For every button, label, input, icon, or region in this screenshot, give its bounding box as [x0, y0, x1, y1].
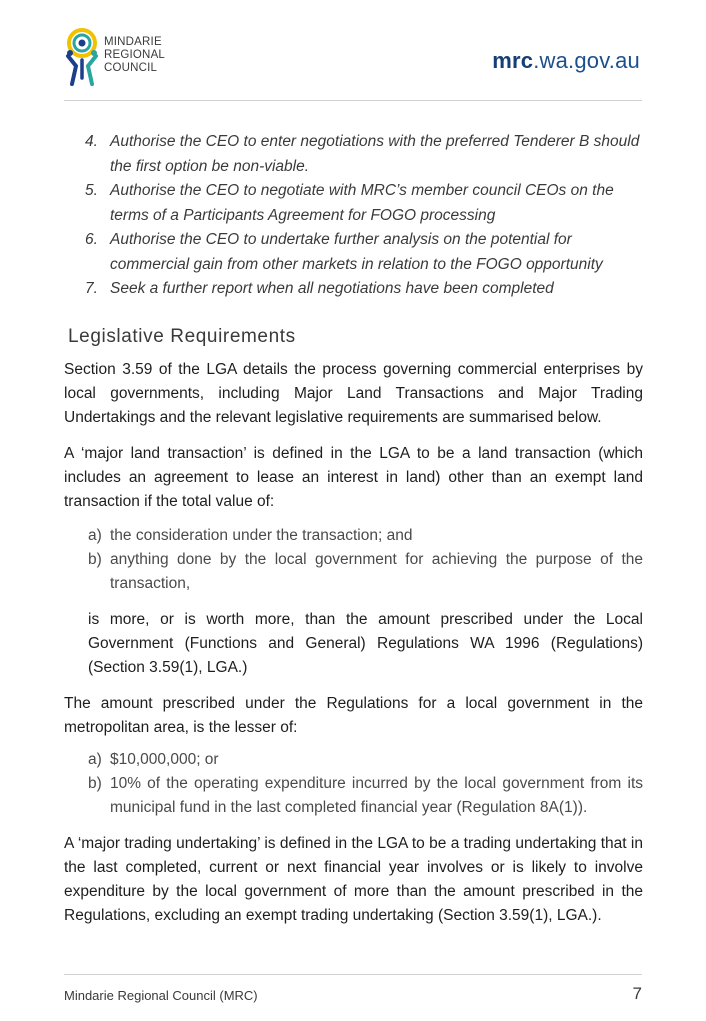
list-item	[88, 548, 643, 596]
list-item-letter: b)	[88, 775, 102, 792]
list-item-letter: b)	[88, 551, 102, 568]
list-item-text: Seek a further report when all negotiations have been completed	[110, 280, 554, 297]
list-item-number: 6.	[85, 231, 98, 248]
list-item	[88, 748, 643, 772]
list-item	[64, 277, 643, 302]
intro-paragraph: Section 3.59 of the LGA details the process governing commercial enterprises by local governments, including Major Land Transactions and Major Trading Undertakings and the relevant legislative requirements are summarised below.	[64, 361, 643, 426]
list-item-letter: a)	[88, 751, 102, 768]
document-body	[64, 130, 643, 924]
list-item-text: 10% of the operating expenditure incurred by the local government from its municipal fund in the last completed financial year (Regulation 8A(1)).	[110, 775, 643, 816]
land-criteria-list	[88, 524, 643, 596]
footer-org: Mindarie Regional Council (MRC)	[64, 988, 258, 1003]
mrc-logo	[62, 26, 182, 88]
recommendation-list	[64, 130, 643, 302]
list-item-text: $10,000,000; or	[110, 751, 219, 768]
list-item-text: the consideration under the transaction; and	[110, 527, 413, 544]
land-threshold-paragraph: is more, or is worth more, than the amount prescribed under the Local Government (Functions and General) Regulations WA 1996 (Regulations) (Section 3.59(1), LGA.)	[88, 611, 643, 676]
site-url-rest: .wa.gov.au	[533, 48, 640, 73]
list-item-letter: a)	[88, 527, 102, 544]
list-item-text: Authorise the CEO to enter negotiations with the preferred Tenderer B should the first option be non-viable.	[110, 133, 640, 175]
header-divider	[64, 100, 642, 101]
page-header	[0, 0, 706, 100]
trading-definition-paragraph: A ‘major trading undertaking’ is defined in the LGA to be a trading undertaking that in the last completed, current or next financial year involves or is likely to involve expenditure by the local government of more than the amount prescribed in the Regulations, excluding an exempt trading undertaking (Section 3.59(1), LGA.).	[64, 835, 643, 924]
footer-divider	[64, 974, 642, 975]
page-number: 7	[632, 984, 642, 1003]
list-item-number: 5.	[85, 182, 98, 199]
list-item	[64, 179, 643, 228]
mrc-logo-icon	[62, 26, 102, 88]
section-heading: Legislative Requirements	[68, 326, 296, 347]
list-item-text: Authorise the CEO to undertake further analysis on the potential for commercial gain from other markets in relation to the FOGO opportunity	[110, 231, 603, 273]
logo-line-2: REGIONAL	[104, 49, 166, 61]
amount-criteria-list	[88, 748, 643, 820]
list-item	[88, 772, 643, 820]
amount-paragraph: The amount prescribed under the Regulations for a local government in the metropolitan area, is the lesser of:	[64, 695, 643, 736]
logo-line-1: MINDARIE	[104, 36, 162, 48]
list-item	[88, 524, 643, 548]
site-url-bold: mrc	[492, 48, 534, 73]
list-item	[64, 130, 643, 179]
logo-wordmark	[104, 36, 165, 75]
list-item-text: Authorise the CEO to negotiate with MRC’s member council CEOs on the terms of a Participants Agreement for FOGO processing	[110, 182, 614, 224]
list-item-number: 4.	[85, 133, 98, 150]
land-definition-paragraph: A ‘major land transaction’ is defined in the LGA to be a land transaction (which includes an agreement to lease an interest in land) other than an exempt land transaction if the total value of:	[64, 445, 643, 510]
site-url-link[interactable]	[492, 48, 640, 74]
list-item-text: anything done by the local government for achieving the purpose of the transaction,	[110, 551, 643, 592]
logo-line-3: COUNCIL	[104, 62, 158, 74]
list-item-number: 7.	[85, 280, 98, 297]
list-item	[64, 228, 643, 277]
